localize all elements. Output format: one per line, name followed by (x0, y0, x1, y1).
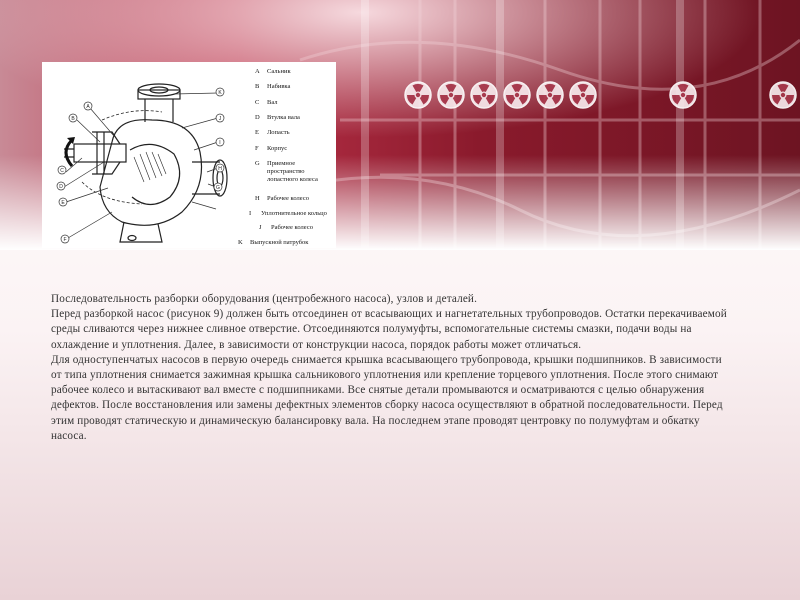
callout-label: K (218, 90, 222, 96)
callout-d (57, 182, 65, 190)
callout-e (59, 198, 67, 206)
callout-label: I (219, 140, 221, 146)
callout-b (69, 114, 77, 122)
radiation-icon (504, 82, 530, 108)
legend-code: I (249, 210, 252, 217)
pump-diagram-figure (42, 62, 336, 248)
radiation-icon (537, 82, 563, 108)
legend-item-i (249, 210, 339, 218)
legend-code: G (255, 160, 260, 167)
legend-item-a (255, 68, 345, 76)
callout-f (61, 235, 69, 243)
legend-label: Уплотнительное кольцо (261, 210, 327, 217)
callout-label: C (60, 168, 64, 174)
paragraph-single-stage-procedure: Для одноступенчатых насосов в первую очередь снимается крышка всасывающего трубопровода, крышки подшипников. В зависимости от типа уплотнения снимается зажимная крышка сальникового уплотнения или крепление торцевого уплотнения. После этого снимают рабочее колесо и вытаскивают вал вместе с подшипниками. Все снятые детали промываются и осматриваются с целью обнаружения дефектов. После восстановления или замены дефектных элементов сборку насоса осуществляют в обратной последовательности. Перед этим проводят статическую и динамическую балансировку вала. На последнем этапе проводят центровку по полумуфтам и обкатку насоса. (51, 353, 723, 442)
legend-code: K (238, 239, 243, 246)
callout-label: D (59, 184, 63, 190)
body-text (51, 292, 731, 444)
callout-i (216, 138, 224, 146)
legend-code: E (255, 129, 259, 136)
legend-code: F (255, 145, 259, 152)
callout-j (216, 114, 224, 122)
radiation-icon (471, 82, 497, 108)
paragraph-disconnection: Перед разборкой насос (рисунок 9) должен быть отсоединен от всасывающих и нагнетательных трубопроводов. Остатки перекачиваемой среды сливаются через нижнее сливное отверстие. Отсоединяются полумуфты, вспомогательные системы смазки, подачи воды на охлаждение и уплотнения. Далее, в зависимости от конструкции насоса, порядок работы может отличаться. (51, 308, 727, 351)
legend-item-h (255, 195, 345, 203)
callout-label: B (71, 116, 75, 122)
callout-label: J (218, 116, 222, 122)
legend-item-f (255, 145, 345, 153)
radiation-icon (570, 82, 596, 108)
legend-label: Вал (267, 99, 278, 106)
legend-item-c (255, 99, 345, 107)
radiation-icon (405, 82, 431, 108)
callout-a (84, 102, 92, 110)
legend-code: H (255, 195, 260, 202)
radiation-icon (438, 82, 464, 108)
legend-item-b (255, 83, 345, 91)
legend-code: B (255, 83, 260, 90)
callout-label: E (61, 200, 65, 206)
legend-code: J (259, 224, 262, 231)
legend-item-e (255, 129, 345, 137)
callout-label: A (86, 104, 90, 110)
legend-label: Лопасть (267, 129, 290, 136)
legend-item-g (255, 160, 345, 184)
legend-code: D (255, 114, 260, 121)
centrifugal-pump-drawing (42, 62, 252, 248)
legend-label: Выпускной патрубок (250, 239, 309, 246)
legend-label: Втулка вала (267, 114, 300, 121)
legend-label: Рабочее колесо (267, 195, 309, 202)
callout-label: G (216, 185, 220, 191)
legend-label: Корпус (267, 145, 288, 152)
callout-h (216, 164, 224, 172)
radiation-icon (770, 82, 796, 108)
legend-label: Рабочее колесо (271, 224, 313, 231)
callout-g (214, 183, 222, 191)
legend-label: Сальник (267, 68, 291, 75)
legend-label: Приемное пространство лопастного колеса (267, 160, 318, 183)
legend-code: A (255, 68, 260, 75)
legend-item-k (238, 239, 328, 247)
radiation-icon (670, 82, 696, 108)
callout-label: F (63, 237, 67, 243)
legend-code: C (255, 99, 260, 106)
callout-k (216, 88, 224, 96)
legend-item-d (255, 114, 345, 122)
paragraph-title: Последовательность разборки оборудования (центробежного насоса), узлов и деталей. (51, 293, 478, 305)
legend-item-j (259, 224, 349, 232)
callout-label: H (218, 166, 222, 172)
legend-label: Набивка (267, 83, 291, 90)
callout-c (58, 166, 66, 174)
